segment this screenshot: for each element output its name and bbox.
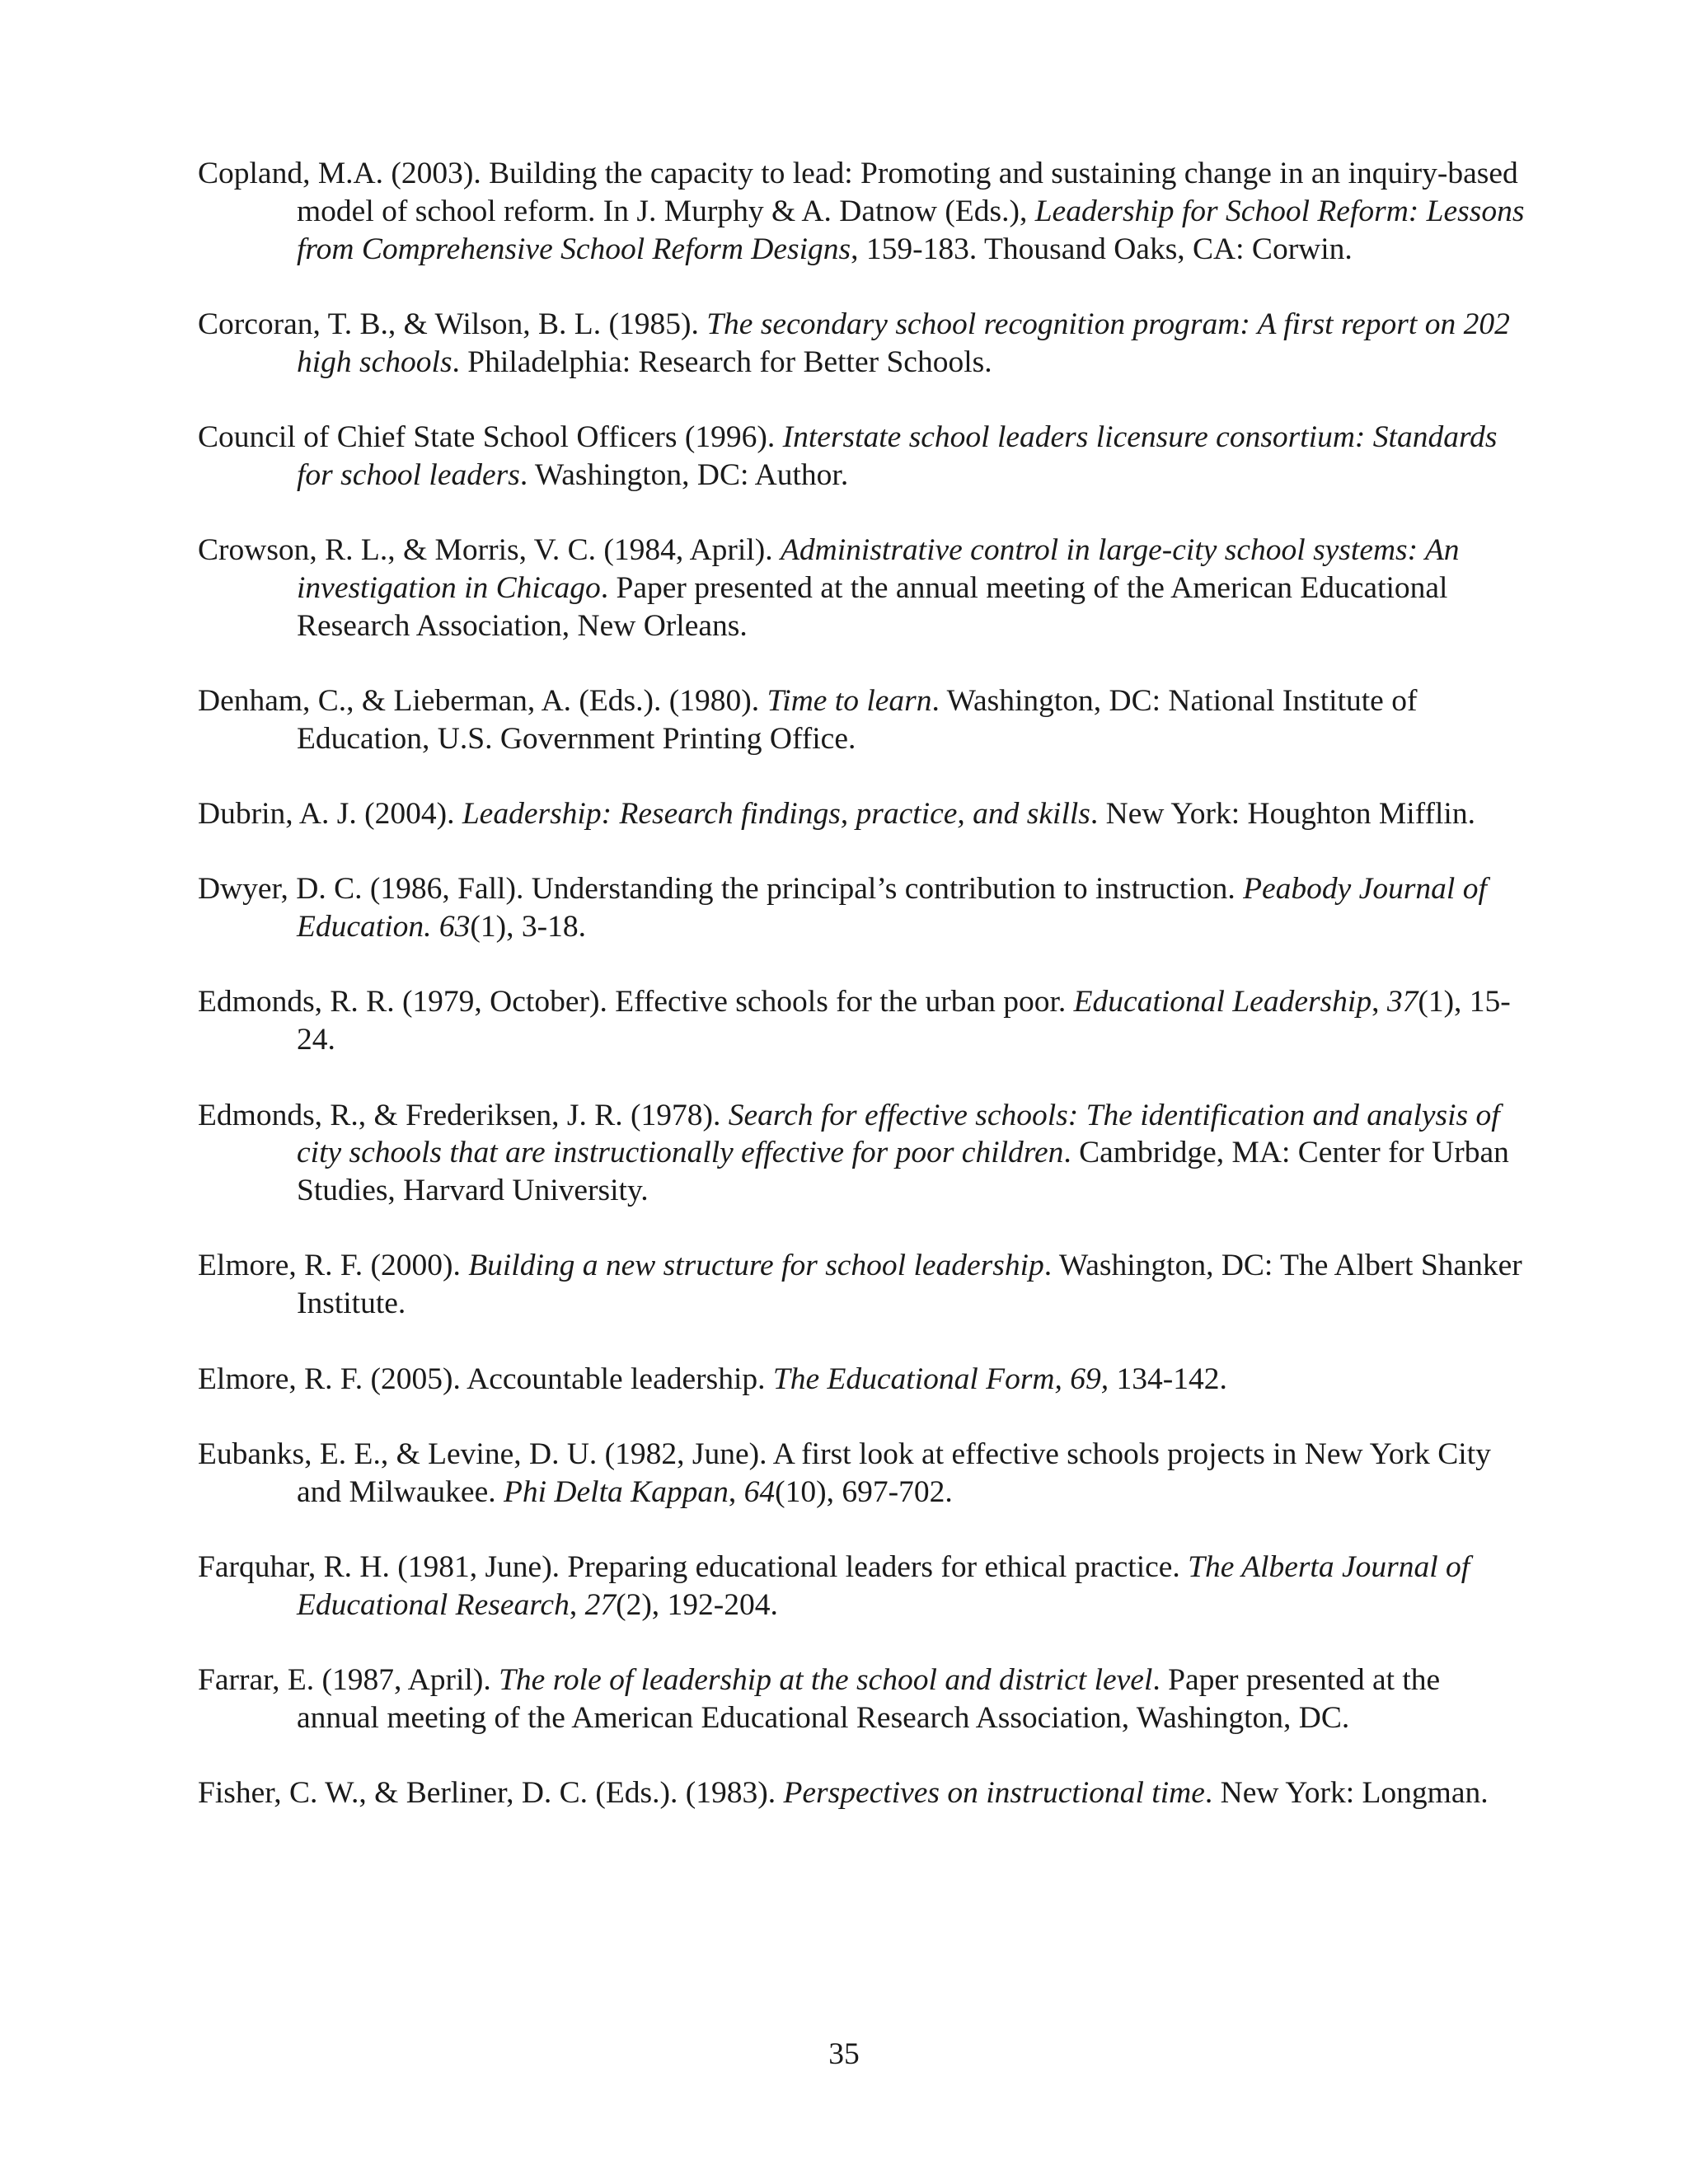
reference-text: . Washington, DC: The Albert Shanker Institute.: [297, 1249, 1522, 1321]
reference-entry: [198, 155, 1525, 268]
reference-entry: [198, 870, 1525, 946]
reference-title-italic: 27: [584, 1587, 617, 1622]
reference-title-italic: 37: [1386, 985, 1418, 1019]
reference-text: Edmonds, R. R. (1979, October). Effective schools for the urban poor.: [198, 985, 1074, 1019]
reference-text: . Paper presented at the annual meeting of the American Educational Research Association, Washington, DC.: [297, 1663, 1441, 1735]
reference-title-italic: Search for effective schools: The identification and analysis of city schools that are instructionally effective for poor children: [297, 1098, 1500, 1170]
reference-entry: [198, 1097, 1525, 1210]
reference-entry: [198, 1247, 1525, 1323]
page-number: 35: [828, 2037, 860, 2071]
reference-text: , 159-183. Thousand Oaks, CA: Corwin.: [851, 232, 1353, 266]
reference-entry: [198, 1774, 1525, 1812]
reference-title-italic: Peabody Journal of Education. 63: [297, 872, 1487, 944]
reference-title-italic: Interstate school leaders licensure consortium: Standards for school leaders: [297, 419, 1498, 492]
reference-text: (1), 15-24.: [297, 985, 1511, 1057]
reference-list: [198, 155, 1525, 1849]
reference-text: Farrar, E. (1987, April).: [198, 1663, 499, 1698]
reference-text: ,: [728, 1474, 744, 1509]
reference-text: (10), 697-702.: [775, 1474, 953, 1509]
reference-text: Edmonds, R., & Frederiksen, J. R. (1978).: [198, 1098, 729, 1132]
reference-text: Elmore, R. F. (2005). Accountable leadership.: [198, 1361, 773, 1396]
reference-title-italic: Time to learn: [767, 683, 932, 718]
reference-text: Council of Chief State School Officers (1996).: [198, 419, 783, 454]
reference-title-italic: Administrative control in large-city school systems: An investigation in Chicago: [297, 533, 1460, 605]
reference-title-italic: Leadership: Research findings, practice, and skills: [462, 797, 1090, 832]
reference-entry: [198, 306, 1525, 382]
reference-text: Farquhar, R. H. (1981, June). Preparing educational leaders for ethical practice.: [198, 1549, 1189, 1584]
reference-text: . Philadelphia: Research for Better Schools.: [452, 344, 992, 379]
reference-title-italic: The Alberta Journal of Educational Research: [297, 1549, 1470, 1622]
reference-text: Denham, C., & Lieberman, A. (Eds.). (1980).: [198, 683, 767, 718]
reference-title-italic: The role of leadership at the school and district level: [499, 1663, 1153, 1698]
reference-title-italic: Building a new structure for school leadership: [468, 1249, 1044, 1283]
reference-text: (1), 3-18.: [470, 910, 586, 944]
reference-title-italic: The secondary school recognition program: A first report on 202 high schools: [297, 307, 1510, 379]
reference-text: Dwyer, D. C. (1986, Fall). Understanding the principal’s contribution to instruction.: [198, 872, 1244, 907]
reference-text: . Washington, DC: National Institute of Education, U.S. Government Printing Office.: [297, 683, 1418, 756]
reference-text: Crowson, R. L., & Morris, V. C. (1984, April).: [198, 533, 781, 568]
reference-text: Elmore, R. F. (2000).: [198, 1249, 469, 1283]
reference-text: Dubrin, A. J. (2004).: [198, 797, 462, 832]
reference-text: Eubanks, E. E., & Levine, D. U. (1982, June). A first look at effective schools projects in New York City and Milwaukee.: [198, 1436, 1491, 1509]
reference-text: Copland, M.A. (2003). Building the capacity to lead: Promoting and sustaining change in an inquiry-based model of school reform. In J. Murphy & A. Datnow (Eds.),: [198, 157, 1518, 228]
reference-entry: [198, 682, 1525, 758]
reference-text: 134-142.: [1109, 1361, 1227, 1396]
reference-entry: [198, 1436, 1525, 1511]
reference-text: Corcoran, T. B., & Wilson, B. L. (1985).: [198, 307, 707, 341]
reference-entry: [198, 1549, 1525, 1624]
reference-entry: [198, 1361, 1525, 1399]
reference-title-italic: The Educational Form, 69,: [772, 1361, 1109, 1396]
reference-text: (2), 192-204.: [616, 1587, 778, 1622]
reference-title-italic: Perspectives on instructional time: [783, 1776, 1205, 1811]
reference-title-italic: Leadership for School Reform: Lessons from Comprehensive School Reform Designs: [297, 194, 1525, 266]
reference-entry: [198, 1661, 1525, 1737]
reference-text: Fisher, C. W., & Berliner, D. C. (Eds.). (1983).: [198, 1776, 784, 1811]
reference-entry: [198, 419, 1525, 494]
reference-text: . Washington, DC: Author.: [519, 457, 849, 492]
reference-entry: [198, 532, 1525, 644]
reference-title-italic: Educational Leadership: [1073, 985, 1372, 1019]
reference-text: . New York: Longman.: [1204, 1776, 1489, 1811]
reference-text: . Cambridge, MA: Center for Urban Studies, Harvard University.: [297, 1136, 1509, 1208]
reference-text: ,: [569, 1587, 585, 1622]
reference-title-italic: 64: [743, 1474, 776, 1509]
reference-entry: [198, 795, 1525, 833]
reference-title-italic: Phi Delta Kappan: [503, 1474, 729, 1509]
reference-entry: [198, 983, 1525, 1059]
reference-text: . Paper presented at the annual meeting of the American Educational Research Association, New Orleans.: [297, 570, 1448, 643]
reference-text: ,: [1372, 985, 1387, 1019]
reference-text: . New York: Houghton Mifflin.: [1090, 797, 1475, 832]
